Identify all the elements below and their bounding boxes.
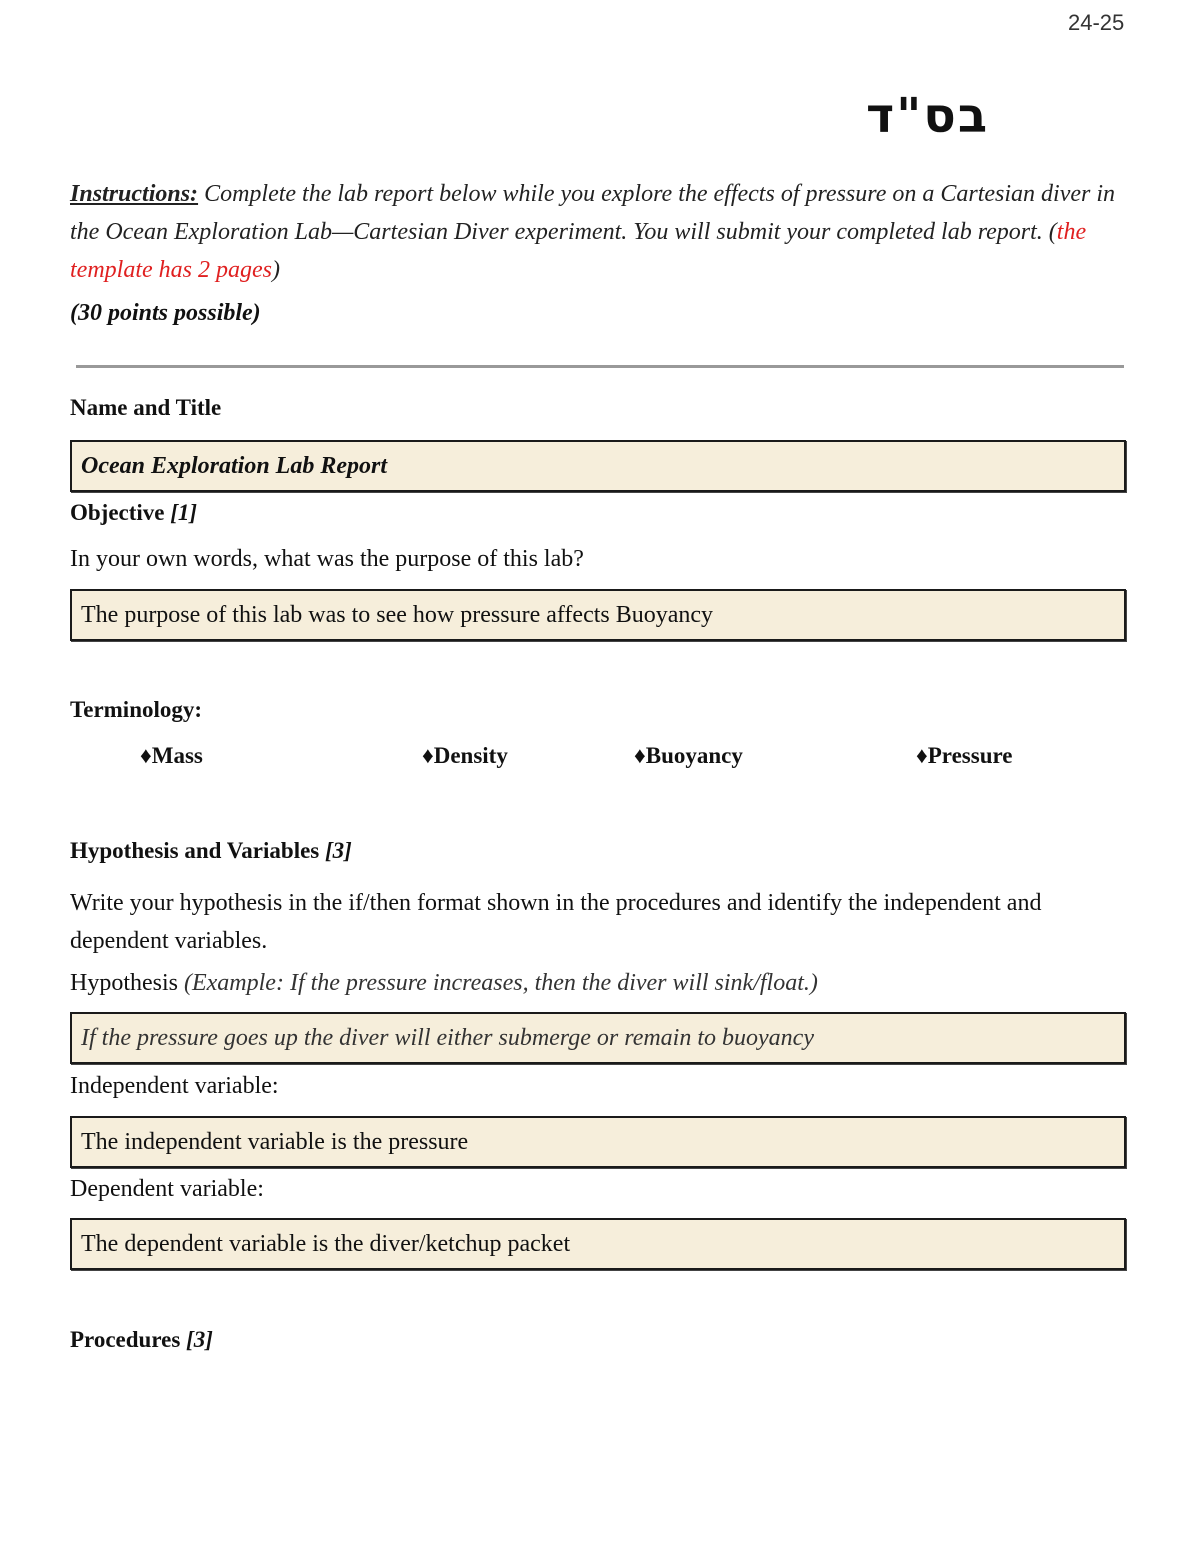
points-possible: (30 points possible)	[70, 300, 261, 326]
instructions-paragraph	[70, 175, 1130, 289]
term-buoyancy: ♦Buoyancy	[634, 743, 743, 768]
hypothesis-label: Hypothesis	[70, 970, 184, 996]
dependent-variable-answer-field[interactable]: The dependent variable is the diver/ketchup packet	[70, 1218, 1126, 1270]
instructions-body: Complete the lab report below while you explore the effects of pressure on a Cartesian diver in the Ocean Exploration Lab—Cartesian Diver experiment. You will submit your completed lab report. (	[70, 181, 1116, 245]
horizontal-divider	[76, 365, 1124, 368]
dependent-variable-label: Dependent variable:	[70, 1176, 264, 1202]
hypothesis-prompt: Write your hypothesis in the if/then format shown in the procedures and identify the independent and dependent variables.	[70, 890, 1042, 954]
instructions-lead: Instructions:	[70, 181, 199, 207]
procedures-heading-text: Procedures	[70, 1327, 181, 1352]
hypothesis-heading	[70, 838, 352, 864]
page-number: 24-25	[1068, 10, 1125, 35]
independent-variable-label: Independent variable:	[70, 1073, 279, 1099]
term-density: ♦Density	[422, 743, 508, 768]
hypothesis-marks: [3]	[325, 838, 352, 863]
name-title-heading: Name and Title	[70, 395, 222, 420]
objective-heading	[70, 500, 197, 526]
name-title-answer-field[interactable]: Ocean Exploration Lab Report	[70, 440, 1126, 492]
objective-answer-field[interactable]: The purpose of this lab was to see how pressure affects Buoyancy	[70, 589, 1126, 641]
objective-question: In your own words, what was the purpose of this lab?	[70, 546, 584, 572]
hypothesis-heading-text: Hypothesis and Variables	[70, 838, 320, 863]
hypothesis-label-line	[70, 970, 818, 997]
terminology-heading: Terminology:	[70, 697, 203, 722]
instructions-close: )	[271, 257, 280, 283]
independent-variable-answer-field[interactable]: The independent variable is the pressure	[70, 1116, 1126, 1168]
term-mass: ♦Mass	[140, 743, 203, 768]
objective-heading-text: Objective	[70, 500, 165, 525]
hypothesis-answer-field[interactable]: If the pressure goes up the diver will either submerge or remain to buoyancy	[70, 1012, 1126, 1064]
instructions-template-note: the template has 2 pages	[70, 219, 1087, 283]
term-pressure: ♦Pressure	[916, 743, 1013, 768]
objective-marks: [1]	[170, 500, 198, 525]
procedures-marks: [3]	[186, 1327, 213, 1352]
hypothesis-example: (Example: If the pressure increases, then the diver will sink/float.)	[184, 970, 818, 996]
procedures-heading	[70, 1327, 213, 1353]
hebrew-header-mark: בס"ד	[866, 88, 990, 144]
